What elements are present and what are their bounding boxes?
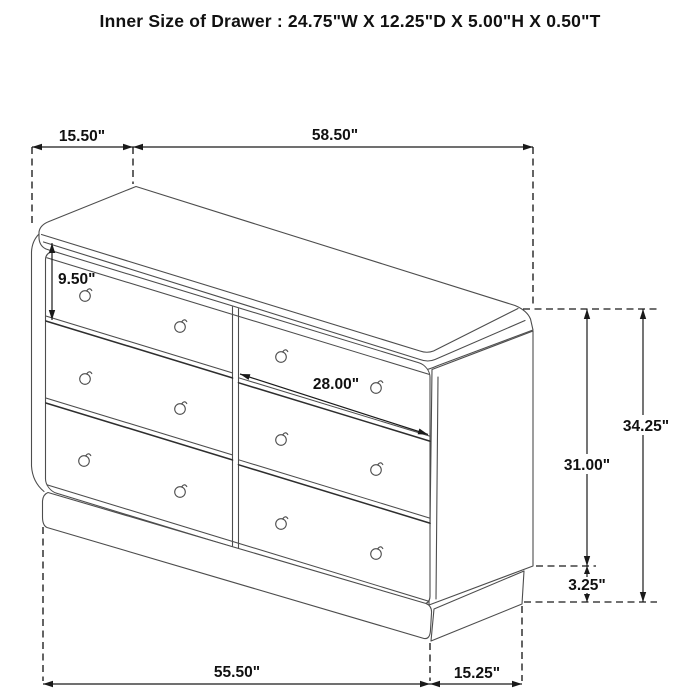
arrowhead xyxy=(123,144,133,150)
label-base-height: 3.25" xyxy=(568,577,606,594)
arrowhead xyxy=(430,681,440,687)
label-top-depth: 15.50" xyxy=(58,128,106,145)
arrowhead xyxy=(133,144,143,150)
dim-body-height xyxy=(584,309,590,566)
arrowhead xyxy=(640,309,646,319)
dresser-line-drawing xyxy=(32,187,534,642)
label-base-depth: 15.25" xyxy=(453,665,501,682)
dresser-right-side-panel xyxy=(429,331,533,605)
dim-bottom-width-depth xyxy=(43,681,522,687)
arrowhead xyxy=(32,144,42,150)
arrowhead xyxy=(584,556,590,566)
arrowhead xyxy=(584,594,590,602)
arrowhead xyxy=(584,566,590,574)
arrowhead xyxy=(420,681,430,687)
arrowhead xyxy=(584,309,590,319)
arrowhead xyxy=(523,144,533,150)
label-base-width: 55.50" xyxy=(213,664,261,681)
label-drawer-inner-width: 28.00" xyxy=(312,376,360,393)
arrowhead xyxy=(640,592,646,602)
label-top-drawer-height: 9.50" xyxy=(58,271,96,288)
diagram-title: Inner Size of Drawer : 24.75"W X 12.25"D X 5.00"H X 0.50"T xyxy=(99,11,601,31)
label-body-height: 31.00" xyxy=(563,457,611,474)
dim-top-width-depth xyxy=(32,144,533,150)
dresser-left-side-edge xyxy=(32,234,45,492)
dim-overall-height xyxy=(640,309,646,602)
arrowhead xyxy=(43,681,53,687)
label-overall-height: 34.25" xyxy=(622,418,670,435)
arrowhead xyxy=(512,681,522,687)
label-top-width: 58.50" xyxy=(311,127,359,144)
